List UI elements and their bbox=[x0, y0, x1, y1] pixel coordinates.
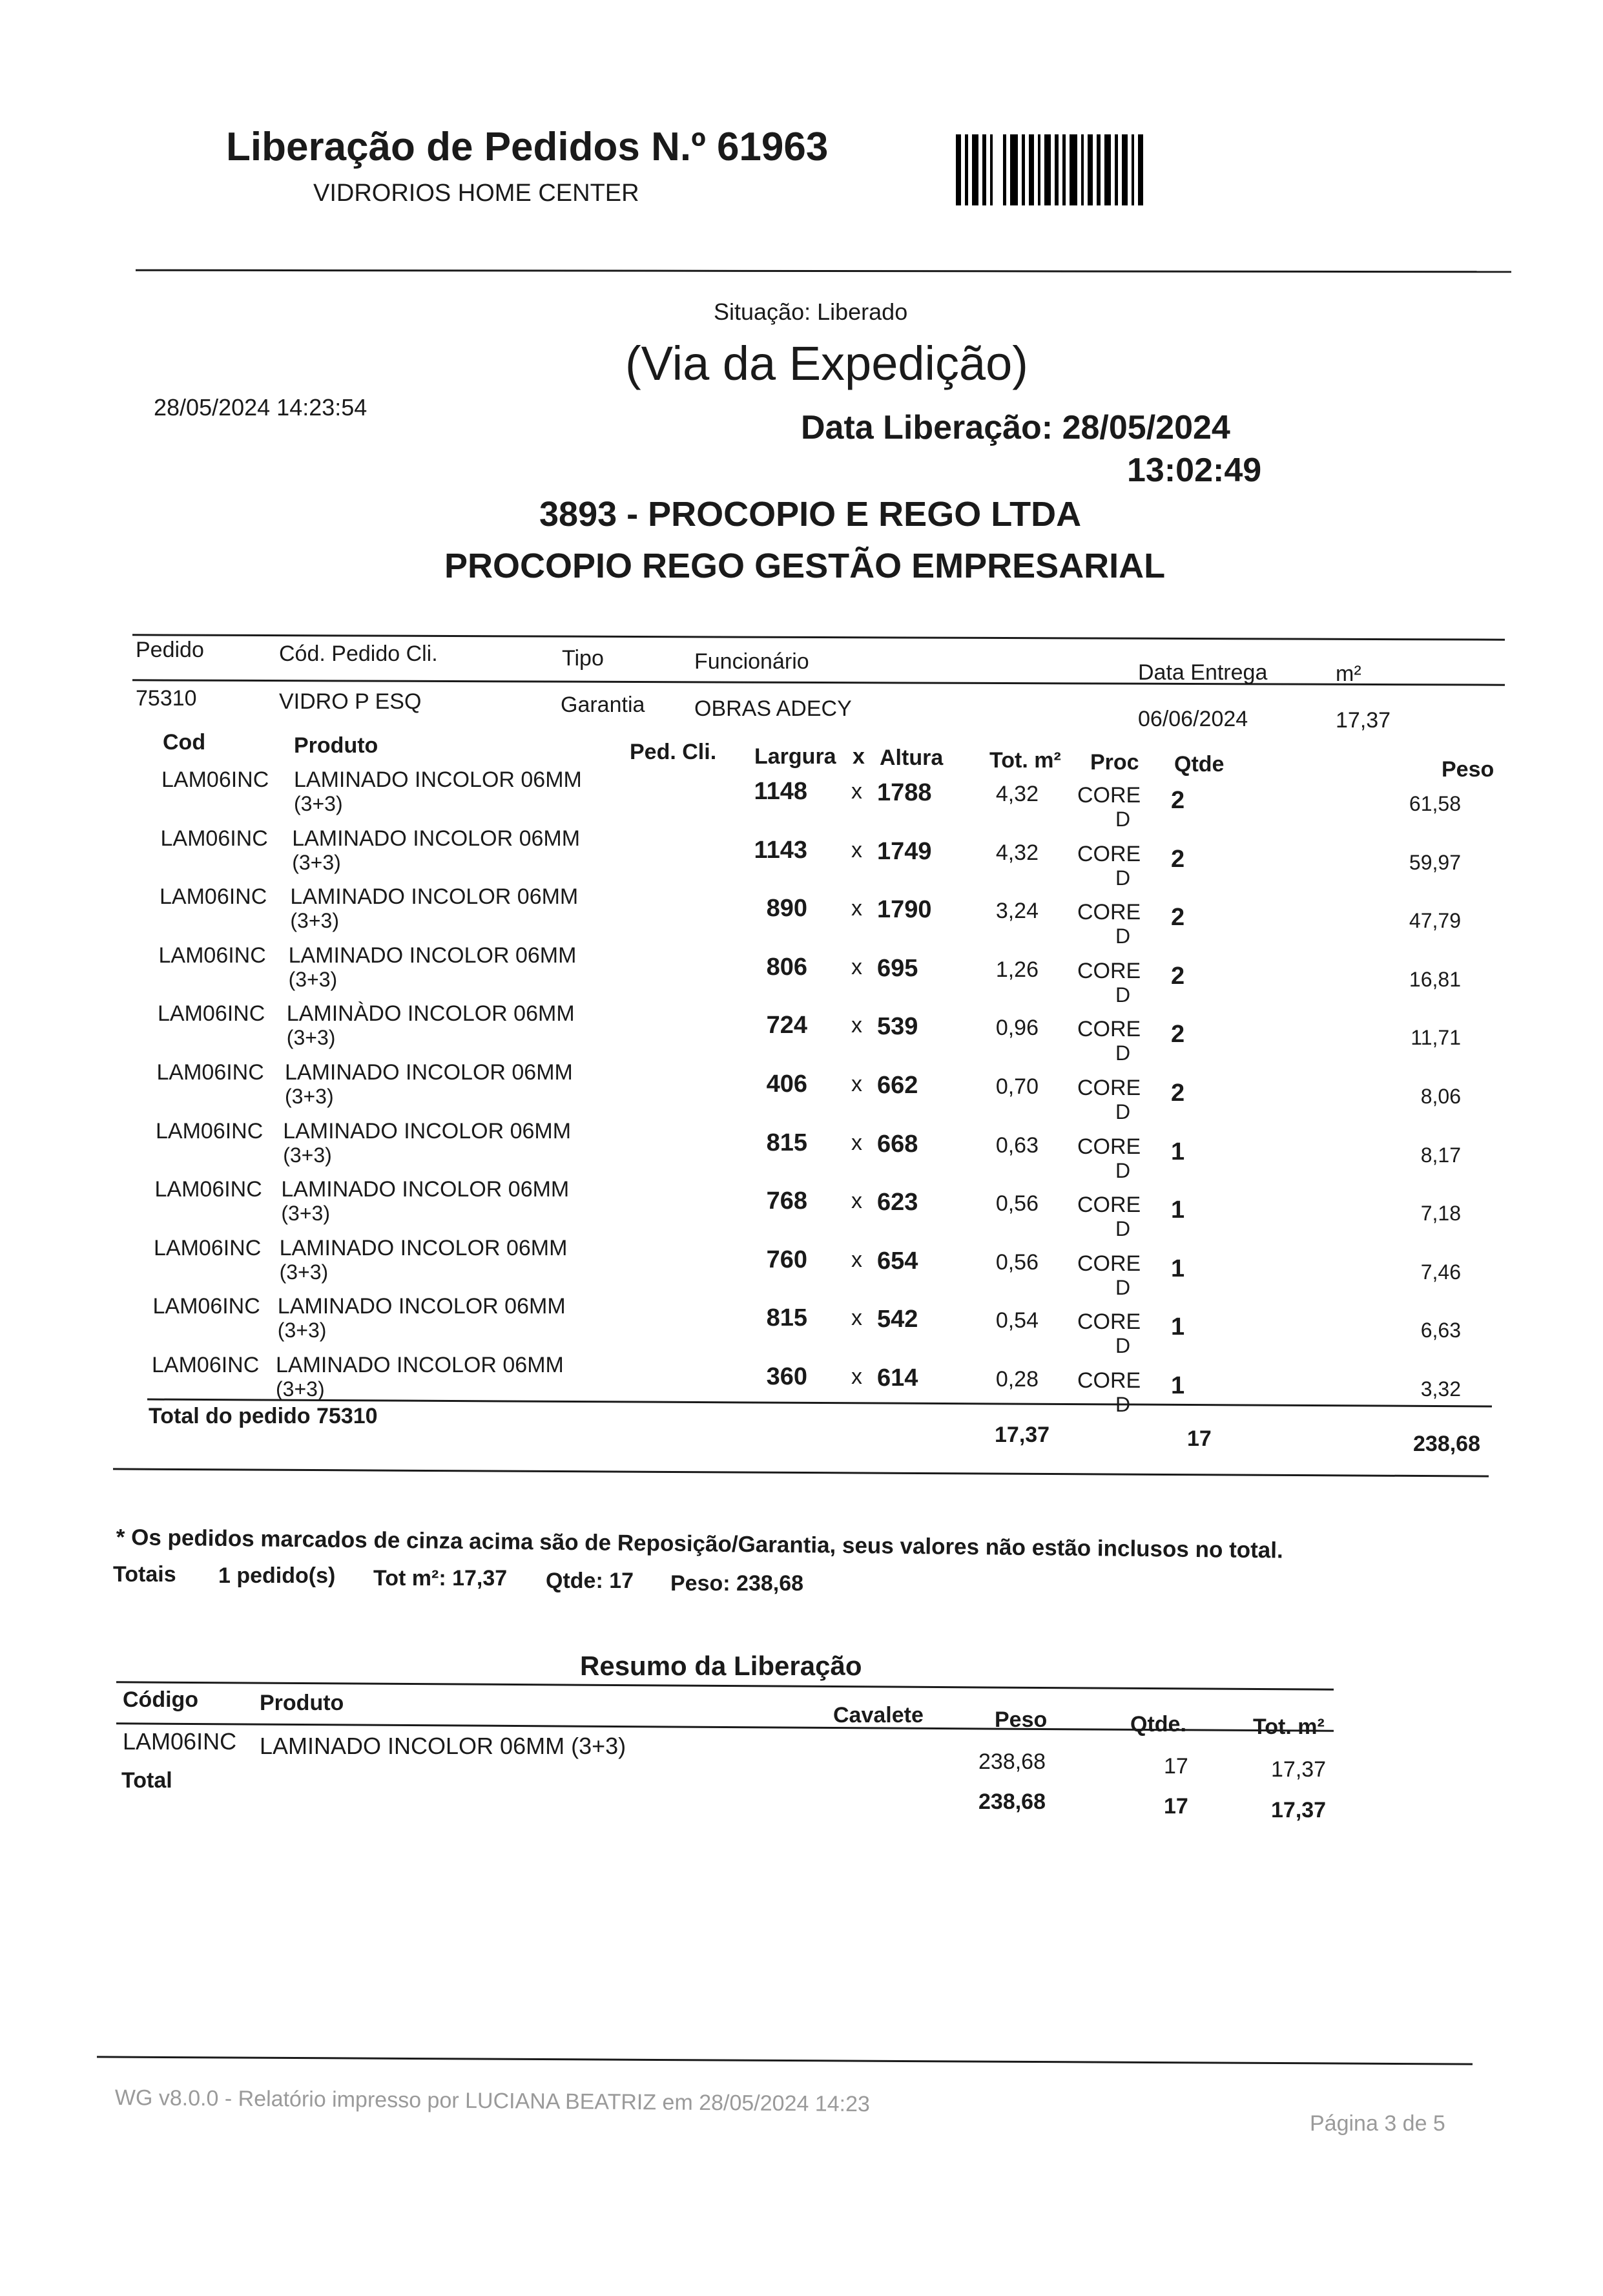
item-tot-m2: 1,26 bbox=[995, 957, 1039, 982]
item-proc: CORE bbox=[1077, 783, 1141, 808]
item-x: x bbox=[851, 779, 862, 804]
item-tot-m2: 0,70 bbox=[995, 1074, 1039, 1099]
totais-qtde: Qtde: 17 bbox=[546, 1569, 634, 1593]
item-altura: 614 bbox=[877, 1364, 918, 1392]
item-qtde: 2 bbox=[1171, 962, 1185, 990]
item-proc: CORE bbox=[1077, 1193, 1141, 1218]
item-cod: LAM06INC bbox=[154, 1235, 262, 1260]
footer-printed-by: WG v8.0.0 - Relatório impresso por LUCIANA BEATRIZ em 28/05/2024 14:23 bbox=[114, 2085, 871, 2117]
item-peso: 8,06 bbox=[1420, 1085, 1461, 1108]
val-tipo: Garantia bbox=[561, 693, 645, 717]
item-qtde: 1 bbox=[1171, 1138, 1185, 1165]
item-produto2: (3+3) bbox=[276, 1377, 325, 1401]
item-proc2: D bbox=[1115, 983, 1131, 1007]
item-proc2: D bbox=[1115, 1275, 1131, 1299]
item-tot-m2: 0,56 bbox=[995, 1249, 1039, 1275]
item-cod: LAM06INC bbox=[156, 1118, 264, 1143]
item-qtde: 2 bbox=[1171, 787, 1185, 814]
item-proc2: D bbox=[1115, 1334, 1131, 1358]
item-produto: LAMINADO INCOLOR 06MM bbox=[276, 1353, 564, 1377]
resumo-total-peso: 238,68 bbox=[978, 1790, 1046, 1814]
resumo-row-codigo: LAM06INC bbox=[123, 1728, 237, 1755]
items-col-cod: Cod bbox=[163, 730, 206, 755]
data-liberacao-time: 13:02:49 bbox=[1127, 452, 1262, 489]
item-proc2: D bbox=[1115, 924, 1131, 948]
item-largura: 406 bbox=[766, 1070, 807, 1098]
via-expedicao: (Via da Expedição) bbox=[625, 337, 1028, 390]
item-produto: LAMINADO INCOLOR 06MM bbox=[279, 1235, 568, 1260]
item-produto2: (3+3) bbox=[288, 967, 338, 991]
item-cod: LAM06INC bbox=[160, 826, 268, 851]
resumo-total-label: Total bbox=[121, 1768, 172, 1793]
col-data-entrega-label: Data Entrega bbox=[1138, 660, 1268, 685]
item-largura: 890 bbox=[766, 895, 807, 923]
item-x: x bbox=[851, 1306, 862, 1331]
item-peso: 61,58 bbox=[1409, 792, 1461, 815]
client-name: 3893 - PROCOPIO E REGO LTDA bbox=[539, 495, 1082, 534]
item-produto: LAMINADO INCOLOR 06MM bbox=[294, 767, 582, 792]
val-data-entrega: 06/06/2024 bbox=[1138, 707, 1248, 731]
item-altura: 1749 bbox=[877, 837, 932, 865]
item-peso: 59,97 bbox=[1409, 850, 1461, 874]
data-liberacao: Data Liberação: 28/05/2024 bbox=[801, 409, 1230, 446]
item-altura: 668 bbox=[877, 1130, 918, 1158]
item-tot-m2: 0,56 bbox=[995, 1191, 1039, 1216]
item-produto: LAMINADO INCOLOR 06MM bbox=[277, 1294, 566, 1319]
resumo-col-peso: Peso bbox=[995, 1707, 1048, 1732]
item-tot-m2: 0,28 bbox=[995, 1367, 1039, 1392]
item-produto: LAMINADO INCOLOR 06MM bbox=[283, 1118, 572, 1143]
item-qtde: 2 bbox=[1171, 1021, 1185, 1049]
resumo-title: Resumo da Liberação bbox=[580, 1651, 862, 1681]
item-x: x bbox=[851, 954, 862, 979]
resumo-row-produto: LAMINADO INCOLOR 06MM (3+3) bbox=[260, 1733, 626, 1759]
items-col-produto: Produto bbox=[294, 733, 378, 758]
document-title: Liberação de Pedidos N.º 61963 bbox=[226, 125, 829, 169]
company-name: VIDRORIOS HOME CENTER bbox=[313, 180, 639, 207]
item-altura: 695 bbox=[877, 954, 918, 982]
item-peso: 6,63 bbox=[1420, 1319, 1461, 1342]
item-produto2: (3+3) bbox=[294, 792, 343, 815]
order-header-top-rule bbox=[132, 634, 1505, 640]
item-cod: LAM06INC bbox=[154, 1177, 262, 1202]
item-proc: CORE bbox=[1077, 1134, 1141, 1159]
item-peso: 11,71 bbox=[1411, 1026, 1461, 1050]
item-altura: 542 bbox=[877, 1306, 918, 1333]
item-cod: LAM06INC bbox=[158, 943, 266, 968]
item-altura: 623 bbox=[877, 1189, 918, 1216]
items-col-largura: Largura bbox=[754, 744, 836, 769]
items-col-qtde: Qtde bbox=[1174, 752, 1225, 777]
item-proc: CORE bbox=[1077, 1310, 1141, 1335]
item-cod: LAM06INC bbox=[161, 767, 269, 792]
item-qtde: 1 bbox=[1171, 1372, 1185, 1399]
items-total-qtde: 17 bbox=[1187, 1426, 1212, 1451]
item-produto: LAMINADO INCOLOR 06MM bbox=[281, 1177, 570, 1202]
printed-timestamp: 28/05/2024 14:23:54 bbox=[154, 394, 367, 421]
item-peso: 3,32 bbox=[1420, 1377, 1461, 1401]
item-largura: 724 bbox=[766, 1012, 807, 1039]
item-altura: 654 bbox=[877, 1247, 918, 1275]
resumo-col-qtde: Qtde. bbox=[1130, 1712, 1186, 1737]
items-col-altura: Altura bbox=[880, 746, 944, 770]
item-peso: 7,18 bbox=[1420, 1202, 1461, 1226]
barcode bbox=[956, 134, 1200, 205]
item-tot-m2: 4,32 bbox=[995, 840, 1039, 865]
item-produto2: (3+3) bbox=[281, 1202, 330, 1226]
item-proc2: D bbox=[1115, 1041, 1131, 1065]
item-proc: CORE bbox=[1077, 1368, 1141, 1393]
item-cod: LAM06INC bbox=[152, 1353, 260, 1377]
item-x: x bbox=[851, 1072, 862, 1096]
item-altura: 662 bbox=[877, 1072, 918, 1099]
resumo-row-tot-m2: 17,37 bbox=[1271, 1757, 1327, 1782]
resumo-col-produto: Produto bbox=[260, 1691, 344, 1715]
item-produto: LAMINADO INCOLOR 06MM bbox=[292, 826, 581, 851]
section-divider bbox=[113, 1468, 1489, 1477]
item-tot-m2: 3,24 bbox=[995, 899, 1039, 924]
item-largura: 815 bbox=[766, 1304, 807, 1332]
item-cod: LAM06INC bbox=[152, 1294, 260, 1319]
item-largura: 360 bbox=[766, 1363, 807, 1390]
totais-pedidos: 1 pedido(s) bbox=[218, 1563, 336, 1588]
reposicao-note: * Os pedidos marcados de cinza acima são de Reposição/Garantia, seus valores não estão inclusos no total. bbox=[116, 1525, 1283, 1563]
item-produto2: (3+3) bbox=[283, 1143, 332, 1167]
resumo-col-codigo: Código bbox=[123, 1687, 199, 1712]
item-proc: CORE bbox=[1077, 1251, 1141, 1276]
item-produto2: (3+3) bbox=[277, 1319, 327, 1342]
item-largura: 768 bbox=[766, 1187, 807, 1215]
item-proc2: D bbox=[1115, 1158, 1131, 1182]
item-x: x bbox=[851, 1364, 862, 1389]
item-peso: 16,81 bbox=[1409, 967, 1461, 991]
totais-peso: Peso: 238,68 bbox=[670, 1571, 804, 1596]
header-divider bbox=[136, 269, 1511, 273]
item-proc2: D bbox=[1115, 1393, 1131, 1416]
item-largura: 815 bbox=[766, 1129, 807, 1156]
item-proc: CORE bbox=[1077, 841, 1141, 866]
val-cod-pedido-cli: VIDRO P ESQ bbox=[279, 689, 422, 714]
item-peso: 7,46 bbox=[1420, 1260, 1461, 1284]
item-produto: LAMINADO INCOLOR 06MM bbox=[285, 1060, 573, 1085]
footer-rule bbox=[97, 2056, 1473, 2065]
item-produto: LAMINÀDO INCOLOR 06MM bbox=[286, 1001, 575, 1027]
item-tot-m2: 0,63 bbox=[995, 1132, 1039, 1158]
item-produto2: (3+3) bbox=[285, 1085, 334, 1108]
item-cod: LAM06INC bbox=[156, 1060, 264, 1085]
resumo-col-cavalete: Cavalete bbox=[833, 1703, 924, 1727]
val-m2: 17,37 bbox=[1336, 708, 1391, 733]
item-peso: 8,17 bbox=[1420, 1143, 1461, 1167]
item-x: x bbox=[851, 896, 862, 921]
item-qtde: 1 bbox=[1171, 1196, 1185, 1224]
item-x: x bbox=[851, 1189, 862, 1214]
footer-page-number: Página 3 de 5 bbox=[1310, 2111, 1445, 2136]
item-tot-m2: 0,96 bbox=[995, 1016, 1039, 1041]
item-tot-m2: 4,32 bbox=[995, 782, 1039, 806]
item-proc: CORE bbox=[1077, 1017, 1141, 1042]
col-funcionario-label: Funcionário bbox=[694, 649, 809, 674]
item-cod: LAM06INC bbox=[158, 1001, 265, 1027]
items-col-x: x bbox=[853, 744, 865, 769]
item-qtde: 2 bbox=[1171, 845, 1185, 873]
item-largura: 806 bbox=[766, 953, 807, 981]
totais-label: Totais bbox=[113, 1562, 176, 1587]
order-header-mid-rule bbox=[132, 679, 1505, 685]
item-altura: 1788 bbox=[877, 779, 932, 806]
items-col-proc: Proc bbox=[1090, 750, 1139, 775]
item-qtde: 1 bbox=[1171, 1313, 1185, 1341]
item-x: x bbox=[851, 1247, 862, 1272]
item-produto: LAMINADO INCOLOR 06MM bbox=[290, 884, 579, 910]
totais-m2: Tot m²: 17,37 bbox=[373, 1566, 508, 1591]
item-produto2: (3+3) bbox=[290, 909, 339, 933]
item-x: x bbox=[851, 1013, 862, 1038]
item-proc2: D bbox=[1115, 1217, 1131, 1241]
item-proc: CORE bbox=[1077, 958, 1141, 983]
item-qtde: 2 bbox=[1171, 1080, 1185, 1107]
val-pedido: 75310 bbox=[136, 686, 197, 711]
col-pedido-label: Pedido bbox=[136, 638, 204, 662]
item-x: x bbox=[851, 837, 862, 862]
item-largura: 1148 bbox=[754, 778, 807, 805]
val-funcionario: OBRAS ADECY bbox=[694, 696, 852, 721]
item-proc: CORE bbox=[1077, 1076, 1141, 1100]
items-total-peso: 238,68 bbox=[1413, 1432, 1480, 1456]
col-cod-pedido-cli-label: Cód. Pedido Cli. bbox=[279, 642, 438, 666]
col-tipo-label: Tipo bbox=[562, 646, 604, 671]
item-largura: 1143 bbox=[754, 836, 807, 864]
resumo-total-qtde: 17 bbox=[1164, 1794, 1188, 1819]
item-qtde: 1 bbox=[1171, 1255, 1185, 1282]
item-peso: 47,79 bbox=[1409, 909, 1461, 933]
item-qtde: 2 bbox=[1171, 904, 1185, 932]
item-altura: 1790 bbox=[877, 896, 932, 924]
items-total-label: Total do pedido 75310 bbox=[149, 1404, 378, 1428]
items-total-m2: 17,37 bbox=[995, 1423, 1050, 1447]
col-m2-label: m² bbox=[1336, 662, 1361, 686]
situacao-label: Situação: Liberado bbox=[714, 298, 908, 325]
item-cod: LAM06INC bbox=[160, 884, 267, 910]
item-altura: 539 bbox=[877, 1013, 918, 1041]
items-col-peso: Peso bbox=[1442, 757, 1494, 782]
items-col-ped-cli: Ped. Cli. bbox=[630, 740, 717, 764]
item-proc: CORE bbox=[1077, 900, 1141, 925]
item-largura: 760 bbox=[766, 1246, 807, 1273]
item-proc2: D bbox=[1115, 1100, 1131, 1123]
item-x: x bbox=[851, 1130, 862, 1155]
client-company: PROCOPIO REGO GESTÃO EMPRESARIAL bbox=[444, 547, 1166, 585]
resumo-top-rule bbox=[116, 1681, 1334, 1691]
item-produto2: (3+3) bbox=[286, 1026, 336, 1050]
items-col-tot-m2: Tot. m² bbox=[989, 748, 1061, 773]
item-produto2: (3+3) bbox=[279, 1260, 329, 1284]
item-proc2: D bbox=[1115, 808, 1131, 831]
resumo-total-tot-m2: 17,37 bbox=[1271, 1798, 1327, 1822]
resumo-col-tot-m2: Tot. m² bbox=[1253, 1715, 1325, 1739]
item-produto2: (3+3) bbox=[292, 850, 341, 874]
resumo-row-peso: 238,68 bbox=[978, 1749, 1046, 1774]
item-tot-m2: 0,54 bbox=[995, 1308, 1039, 1333]
item-produto: LAMINADO INCOLOR 06MM bbox=[288, 943, 577, 968]
item-proc2: D bbox=[1115, 866, 1131, 890]
resumo-row-qtde: 17 bbox=[1164, 1754, 1188, 1779]
